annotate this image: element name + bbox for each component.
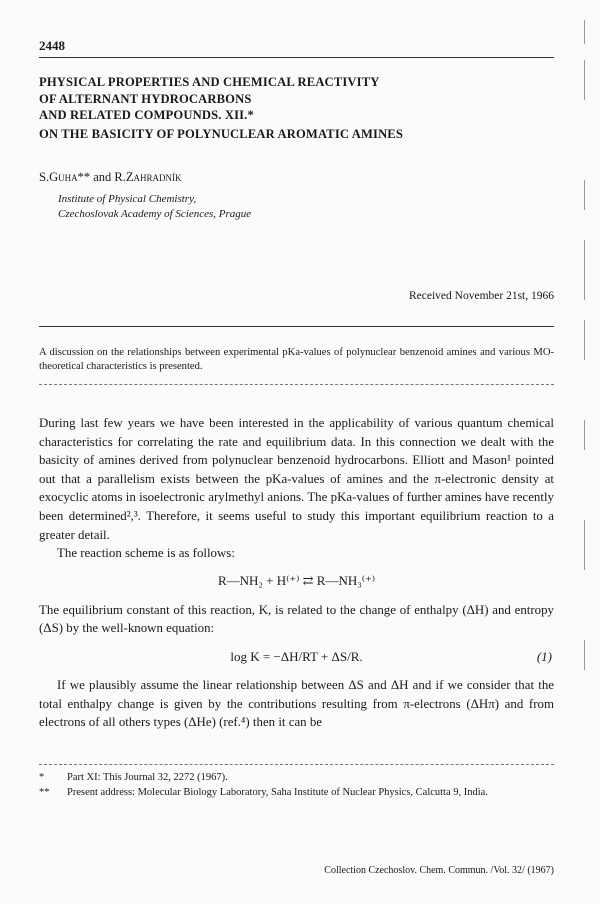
footnote-text: Part XI: This Journal 32, 2272 (1967).	[67, 772, 228, 783]
scan-margin-mark	[584, 20, 585, 44]
footnote	[39, 785, 554, 800]
footnotes	[39, 770, 554, 800]
paragraph: The reaction scheme is as follows:	[57, 546, 235, 561]
footnote-mark: **	[39, 787, 50, 798]
article-title	[39, 74, 559, 142]
body-text	[39, 414, 554, 732]
scan-margin-mark	[584, 180, 585, 210]
paragraph: The equilibrium constant of this reaction, K, is related to the change of enthalpy (ΔH) and entropy (ΔS) by the well-known equation:	[39, 602, 554, 636]
abstract-bottom-rule	[39, 384, 554, 385]
journal-citation: Collection Czechoslov. Chem. Commun. /Vol. 32/ (1967)	[324, 865, 554, 876]
abstract: A discussion on the relationships between experimental pKa-values of polynuclear benzenoid amines and various MO-theoretical characteristics is presented.	[39, 347, 554, 372]
scan-margin-mark	[584, 420, 585, 450]
paragraph: During last few years we have been interested in the applicability of various quantum chemical characteristics for correlating the rate and equilibrium data. In this connection we dealt with the basicity of amines derived from polynuclear benzenoid hydrocarbons. Elliott and Mason¹ pointed out that a parallelism exists between the pKa-values of amines and the π-electronic density at exocyclic atoms in isoelectronic arylmethyl anions. The pKa-values of further amines have recently been determined²,³. Therefore, it seems useful to study this important equilibrium reaction to a greater detail.	[39, 416, 554, 542]
scan-margin-mark	[584, 240, 585, 300]
title-line: OF ALTERNANT HYDROCARBONS	[39, 91, 252, 106]
title-line: AND RELATED COMPOUNDS. XII.*	[39, 108, 254, 122]
received-date: Received November 21st, 1966	[409, 290, 554, 302]
scan-margin-mark	[584, 640, 585, 670]
author-surname: Zahradník	[125, 170, 182, 184]
equation-content: R—NH₂ + H⁽⁺⁾ ⇄ R—NH₃⁽⁺⁾	[217, 573, 376, 589]
author-surname: Guha	[49, 170, 78, 184]
footnote-text: Present address: Molecular Biology Laboratory, Saha Institute of Nuclear Physics, Calcutta 9, India.	[67, 787, 488, 798]
affiliation-line: Czechoslovak Academy of Sciences, Prague	[58, 208, 252, 220]
author-initial: S.	[39, 170, 50, 184]
scan-margin-mark	[584, 520, 585, 570]
title-line: PHYSICAL PROPERTIES AND CHEMICAL REACTIVITY	[39, 75, 380, 89]
header-rule	[39, 57, 554, 58]
footnote	[39, 770, 554, 785]
abstract-top-rule	[39, 326, 554, 327]
authors	[39, 170, 182, 185]
footnote-mark: *	[39, 772, 45, 783]
affiliation	[58, 192, 251, 222]
equation-1	[39, 638, 554, 676]
title-line: ON THE BASICITY OF POLYNUCLEAR AROMATIC AMINES	[39, 126, 404, 141]
scan-margin-mark	[584, 60, 585, 100]
reaction-equation	[39, 563, 554, 601]
author-conjunction: and	[90, 170, 115, 184]
paragraph: If we plausibly assume the linear relationship between ΔS and ΔH and if we consider that the total enthalpy change is given by the contributions resulting from π-electrons (ΔHπ) and from electrons of all others types (ΔHe) (ref.⁴) then it can be	[39, 677, 554, 730]
equation-content: log K = −ΔH/RT + ΔS/R.	[230, 648, 363, 664]
page-number: 2448	[39, 38, 65, 53]
scan-margin-mark	[584, 320, 585, 360]
author-footnote-mark: **	[77, 170, 91, 184]
affiliation-line: Institute of Physical Chemistry,	[58, 193, 197, 205]
equation-number: (1)	[536, 648, 552, 664]
footnote-rule	[39, 764, 554, 765]
author-initial: R.	[114, 170, 126, 184]
